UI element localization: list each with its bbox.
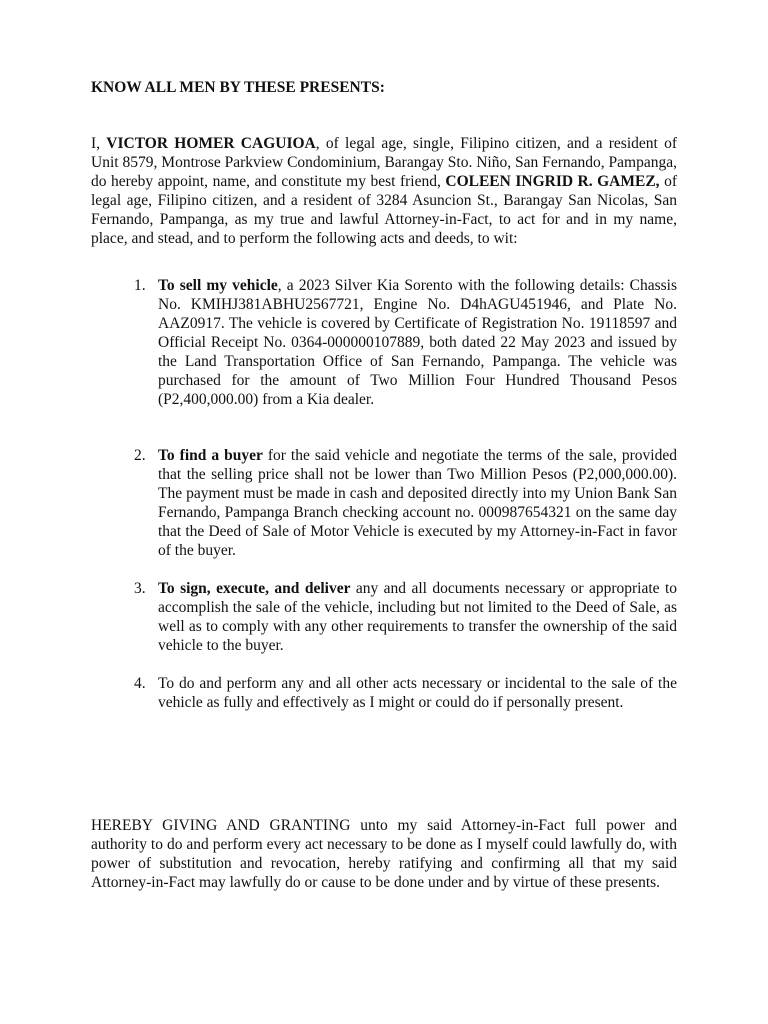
list-item	[91, 446, 677, 560]
list-item-bold-lead: To find a buyer	[158, 447, 263, 464]
list-item-bold-lead: To sign, execute, and deliver	[158, 580, 351, 597]
intro-text-end: of legal age, Filipino citizen, and a resident of 3284 Asuncion St., Barangay San Nicolas, San Fernando, Pampanga, as my true and lawful Attorney-in-Fact, to act for and in my name, place, and stead, and to perform the following acts and deeds, to wit:	[91, 173, 677, 247]
intro-paragraph	[91, 134, 677, 248]
list-item-text: for the said vehicle and negotiate the terms of the sale, provided that the selling price shall not be lower than Two Million Pesos (P2,000,000.00). The payment must be made in cash and deposited directly into my Union Bank San Fernando, Pampanga Branch checking account no. 000987654321 on the same day that the Deed of Sale of Motor Vehicle is executed by my Attorney-in-Fact in favor of the buyer.	[158, 447, 677, 559]
list-item-number: 2.	[134, 447, 146, 464]
list-item-number: 4.	[134, 675, 146, 692]
list-item-body	[158, 579, 677, 655]
list-item-number: 1.	[134, 277, 146, 294]
intro-text-start: I,	[91, 135, 107, 152]
attorney-name: COLEEN INGRID R. GAMEZ,	[445, 173, 660, 190]
list-item-body	[158, 276, 677, 409]
list-item-number: 3.	[134, 580, 146, 597]
closing-paragraph: HEREBY GIVING AND GRANTING unto my said Attorney-in-Fact full power and authority to do and perform every act necessary to be done as I myself could lawfully do, with power of substitution and revocation, hereby ratifying and confirming all that my said Attorney-in-Fact may lawfully do or cause to be done under and by virtue of these presents.	[91, 817, 677, 891]
intro-text-middle: , of legal age, single, Filipino citizen, and a resident of Unit 8579, Montrose Parkview Condominium, Barangay Sto. Niño, San Fernando, Pampanga, do hereby appoint, name, and constitute my best friend,	[91, 135, 677, 190]
list-item	[91, 674, 677, 712]
list-item-text: To do and perform any and all other acts necessary or incidental to the sale of the vehicle as fully and effectively as I might or could do if personally present.	[158, 675, 677, 711]
list-item	[91, 579, 677, 655]
list-item-text: , a 2023 Silver Kia Sorento with the following details: Chassis No. KMIHJ381ABHU2567721, Engine No. D4hAGU451946, and Plate No. AAZ0917. The vehicle is covered by Certificate of Registration No. 19118597 and Official Receipt No. 0364-000000107889, both dated 22 May 2023 and issued by the Land Transportation Office of San Fernando, Pampanga. The vehicle was purchased for the amount of Two Million Four Hundred Thousand Pesos (P2,400,000.00) from a Kia dealer.	[158, 277, 677, 408]
list-item	[91, 276, 677, 409]
list-item-body	[158, 674, 677, 712]
document-heading: KNOW ALL MEN BY THESE PRESENTS:	[91, 79, 385, 96]
list-item-bold-lead: To sell my vehicle	[158, 277, 278, 294]
principal-name: VICTOR HOMER CAGUIOA	[106, 135, 316, 152]
list-item-text: any and all documents necessary or appropriate to accomplish the sale of the vehicle, including but not limited to the Deed of Sale, as well as to comply with any other requirements to transfer the ownership of the said vehicle to the buyer.	[158, 580, 677, 654]
list-item-body	[158, 446, 677, 560]
